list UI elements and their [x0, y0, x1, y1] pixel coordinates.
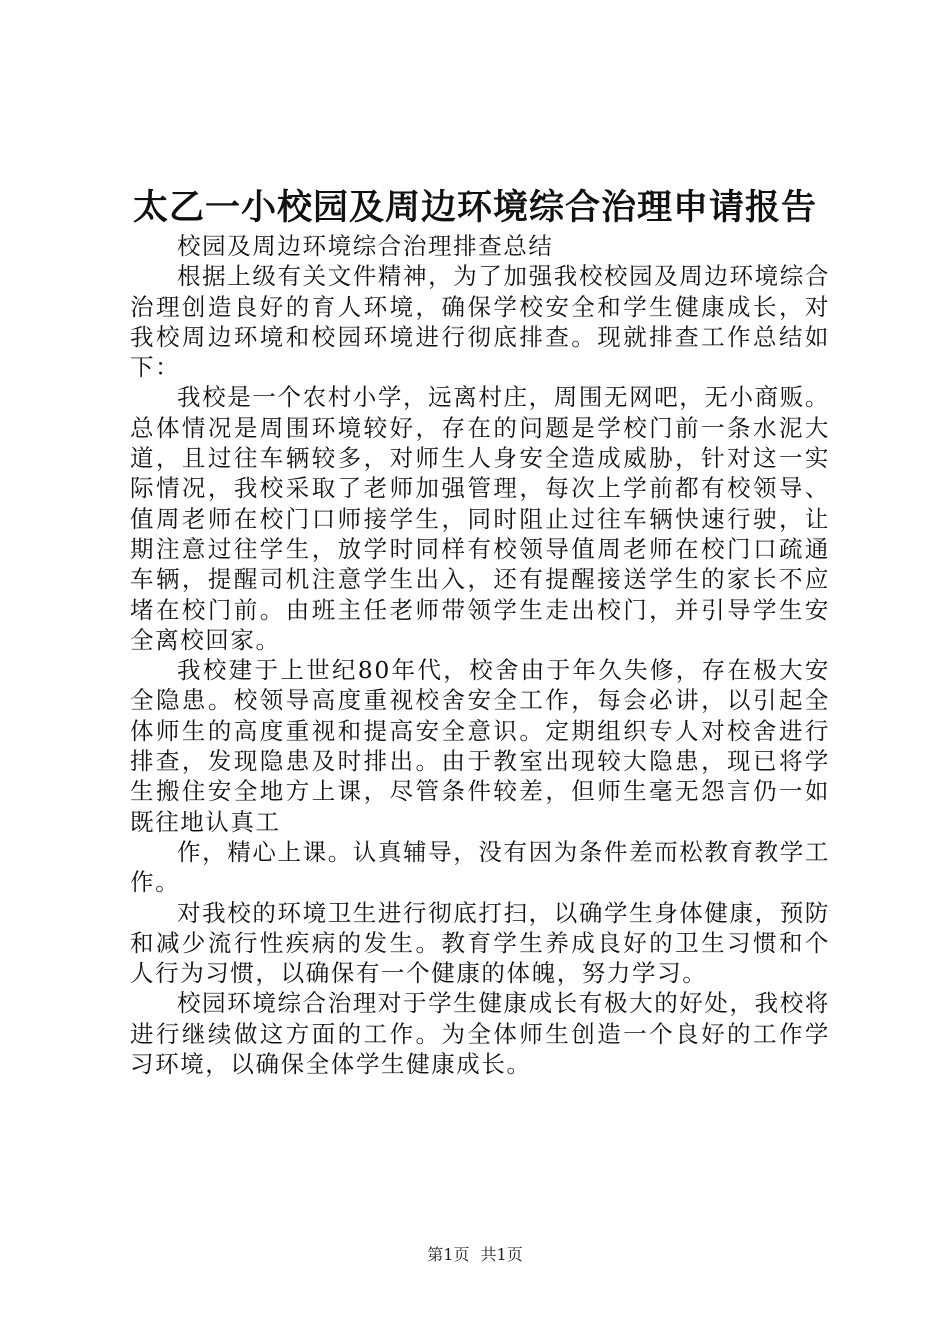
- page-total: 共1页: [480, 1245, 523, 1264]
- page-number: 第1页: [427, 1245, 470, 1264]
- paragraph-hygiene: 对我校的环境卫生进行彻底打扫，以确学生身体健康，预防和减少流行性疾病的发生。教育学生养成良好的卫生习惯和个人行为习惯，以确保有一个健康的体魄，努力学习。: [130, 898, 830, 988]
- document-title: 太乙一小校园及周边环境综合治理申请报告: [132, 187, 817, 228]
- document-body: [130, 231, 830, 1079]
- paragraph-buildings: 我校建于上世纪80年代，校舍由于年久失修，存在极大安全隐患。校领导高度重视校舍安全工作，每会必讲，以引起全体师生的高度重视和提高安全意识。定期组织专人对校舍进行排查，发现隐患及时排出。由于教室出现较大隐患，现已将学生搬住安全地方上课，尽管条件较差，但师生毫无怨言仍一如既往地认真工: [130, 656, 830, 836]
- page-footer: [0, 1245, 950, 1265]
- document-subtitle: 校园及周边环境综合治理排查总结: [177, 232, 554, 260]
- paragraph-conclusion: 校园环境综合治理对于学生健康成长有极大的好处，我校将进行继续做这方面的工作。为全体师生创造一个良好的工作学习环境，以确保全体学生健康成长。: [130, 989, 830, 1079]
- paragraph-intro: 根据上级有关文件精神，为了加强我校校园及周边环境综合治理创造良好的育人环境，确保学校安全和学生健康成长，对我校周边环境和校园环境进行彻底排查。现就排查工作总结如下：: [130, 262, 830, 382]
- paragraph-surroundings: 我校是一个农村小学，远离村庄，周围无网吧，无小商贩。总体情况是周围环境较好，存在的问题是学校门前一条水泥大道，且过往车辆较多，对师生人身安全造成威胁，针对这一实际情况，我校采取了老师加强管理，每次上学前都有校领导、值周老师在校门口师接学生，同时阻止过往车辆快速行驶，让期注意过往学生，放学时同样有校领导值周老师在校门口疏通车辆，提醒司机注意学生出入，还有提醒接送学生的家长不应堵在校门前。由班主任老师带领学生走出校门，并引导学生安全离校回家。: [130, 383, 830, 654]
- paragraph-buildings-continued: 作，精心上课。认真辅导，没有因为条件差而松教育教学工作。: [130, 837, 830, 897]
